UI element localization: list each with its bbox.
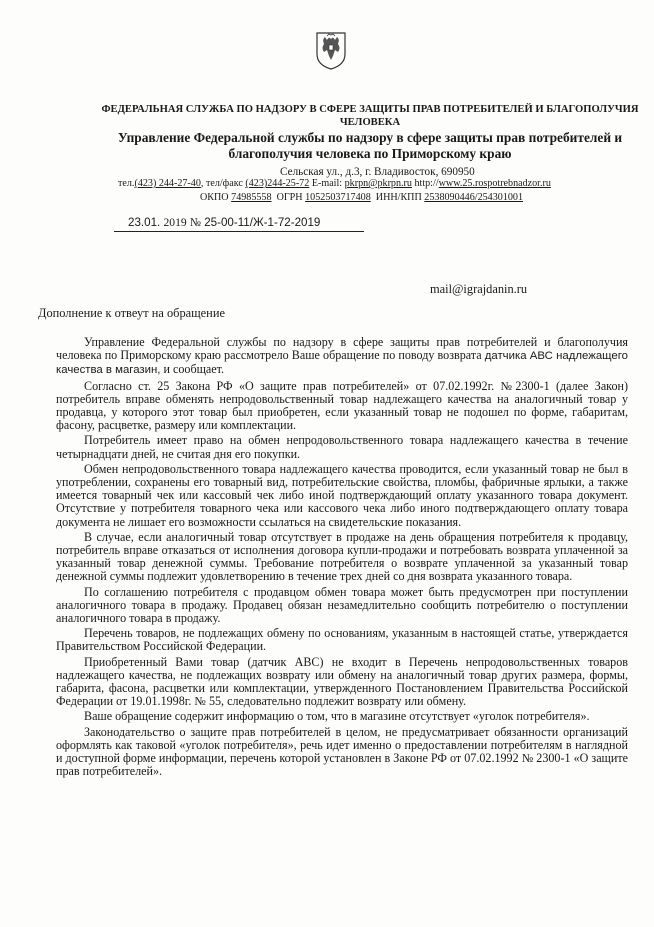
letter-body [56,336,628,779]
inn-value: 2538090446/254301001 [424,192,523,203]
email-label: E-mail: [311,178,343,189]
contacts-line [118,178,551,189]
document-date-number [128,216,320,229]
paragraph-2: Согласно ст. 25 Закона РФ «О защите прав потребителей» от 07.02.1992г. №2300-1 (далее Закон) потребитель вправе обменять непродовольственный товар надлежащего качества на аналогичный товар у продавца, у которого этот товар был приобретен, если указанный товар не подошел по форме, габаритам, фасону, расцветке, размеру или комплектации. [56,378,628,433]
web-label: http:// [414,178,439,189]
paragraph-8: Приобретенный Вами товар (датчик АВС) не входит в Перечень непродовольственных товаров надлежащего качества, не подлежащих возврату или обмену на аналогичный товар других размера, формы, габарита, фасона, расцветки или комплектации, утвержденного Постановлением Правительства Российской Федерации от 19.01.1998г. № 55, следовательно подлежит возврату или обмену. [56,654,628,709]
inn-label: ИНН/КПП [375,192,422,203]
date-underline [114,231,364,232]
okpo-label: ОКПО [200,192,229,203]
paragraph-1: Управление Федеральной службы по надзору в сфере защиты прав потребителей и благополучия человека по Приморскому краю рассмотрело Ваше обращение по поводу возврата датчика АВС надлежащего качества в магазин, и сообщает. [56,335,628,377]
paragraph-6: По соглашению потребителя с продавцом обмен товара может быть предусмотрен при поступлении аналогичного товара в продажу. Продавец обязан незамедлительно сообщить потребителю о поступлении аналогичного товара в продажу. [56,584,628,626]
paragraph-7: Перечень товаров, не подлежащих обмену по основаниям, указанным в настоящей статье, утверждается Правительством Российской Федерации. [56,626,628,654]
postal-address: Сельская ул., д.3, г. Владивосток, 690950 [280,166,475,178]
paragraph-5: В случае, если аналогичный товар отсутствует в продаже на день обращения потребителя к продавцу, потребитель вправе отказаться от исполнения договора купли-продажи и потребовать возврата уплаченной за указанный товар денежной суммы. Требование потребителя о возврате уплаченной за указанный товар денежной суммы подлежит удовлетворению в течение трех дней со дня возврата указанного товара. [56,529,628,584]
phone-number: (423) 244-27-40 [134,178,201,189]
letter-subject: Дополнение к отвеут на обращение [38,306,225,320]
paragraph-9: Ваше обращение содержит информацию о том, что в магазине отсутствует «уголок потребителя». [84,709,590,724]
department-title: Управление Федеральной службы по надзору в сфере защиты прав потребителей и благополучия человека по Приморскому краю [117,130,623,161]
paragraph-4: Обмен непродовольственного товара надлежащего качества проводится, если указанный товар не был в употреблении, сохранены его товарный вид, потребительские свойства, пломбы, фабричные ярлыки, а также имеется товарный чек или кассовый чек либо иной подтверждающий оплату указанного товара документ. Отсутствие у потребителя товарного чека или кассового чека либо иного подтверждающего оплату товара документа не лишает его возможности ссылаться на свидетельские показания. [56,461,628,529]
paragraph-10: Законодательство о защите прав потребителей в целом, не предусматривает обязанности организаций оформлять как таковой «уголок потребителя», речь идет именно о предоставлении потребителям в наглядной и доступной форме информации, перечень которой установлен в Законе РФ от 07.02.1992 № 2300-1 «О защите прав потребителей». [56,724,628,779]
number-sign: № [189,216,201,229]
okpo-value: 74985558 [231,192,272,203]
website-link[interactable]: www.25.rospotrebnadzor.ru [438,178,551,189]
document-number: 25-00-11/Ж-1-72-2019 [204,216,321,229]
document-date: 23.01. [128,216,161,229]
paragraph-3: Потребитель имеет право на обмен непродовольственного товара надлежащего качества в течение четырнадцати дней, не считая дня его покупки. [56,433,628,461]
tel-label: тел. [118,178,135,189]
ogrn-label: ОГРН [276,192,303,203]
recipient-email: mail@igrajdanin.ru [430,282,528,296]
registration-codes [200,192,523,203]
agency-title: ФЕДЕРАЛЬНАЯ СЛУЖБА ПО НАДЗОРУ В СФЕРЕ ЗАЩИТЫ ПРАВ ПОТРЕБИТЕЛЕЙ И БЛАГОПОЛУЧИЯ ЧЕЛОВЕКА [101,104,639,128]
coat-of-arms-emblem-icon [314,30,348,70]
fax-number: (423)244-25-72 [245,178,310,189]
fax-label: , тел/факс [200,178,243,189]
email-link[interactable]: pkrpn@pkrpn.ru [344,178,412,189]
document-year: 2019 [163,216,187,229]
ogrn-value: 1052503717408 [305,192,371,203]
